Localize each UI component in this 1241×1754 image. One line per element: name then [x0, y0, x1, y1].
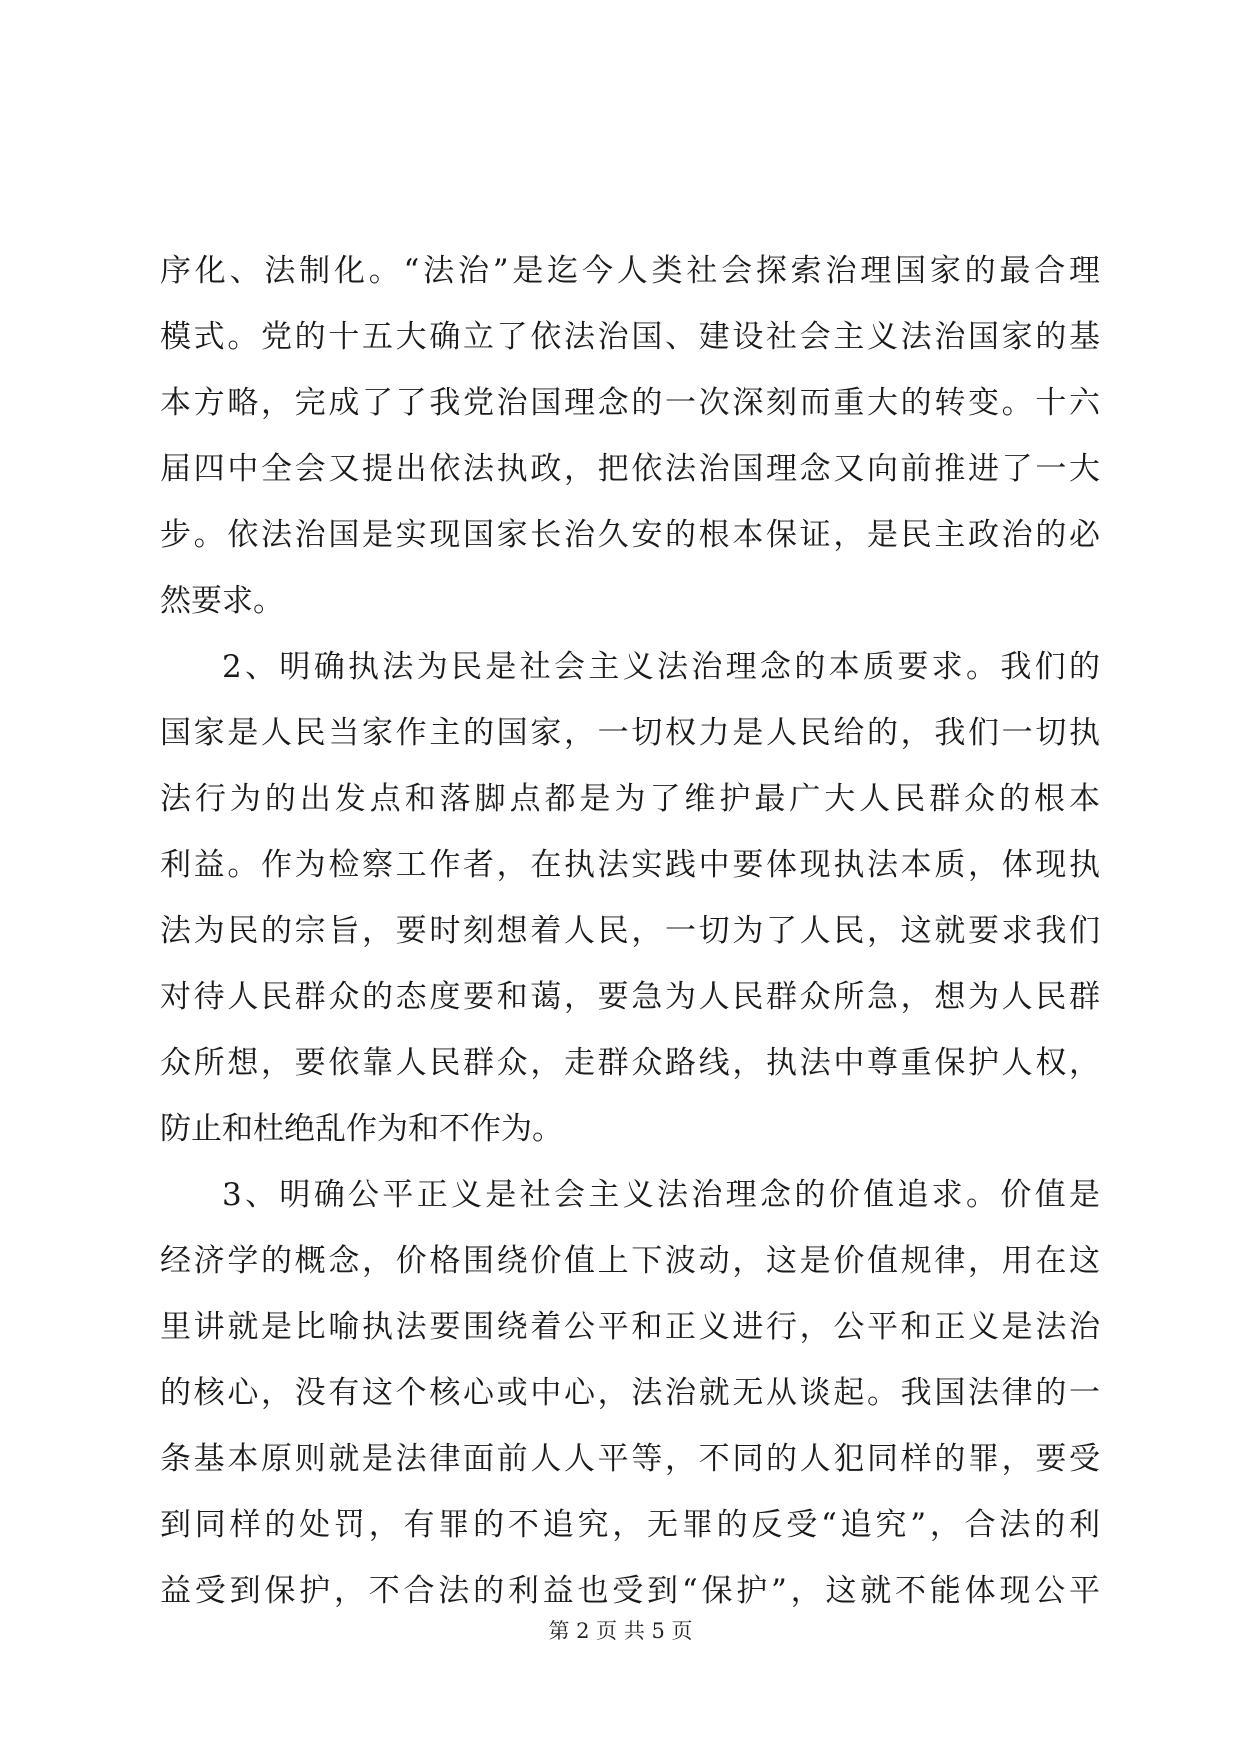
text-line: 对待人民群众的态度要和蔼，要急为人民群众所急，想为人民群	[160, 979, 1100, 1015]
page-number: 第 2 页 共 5 页	[548, 1619, 693, 1643]
text-line: 经济学的概念，价格围绕价值上下波动，这是价值规律，用在这	[160, 1243, 1100, 1279]
text-line: 2、明确执法为民是社会主义法治理念的本质要求。我们的	[222, 649, 1100, 685]
text-line: 法为民的宗旨，要时刻想着人民，一切为了人民，这就要求我们	[160, 913, 1100, 949]
text-line: 法行为的出发点和落脚点都是为了维护最广大人民群众的根本	[160, 781, 1100, 817]
text-line: 的核心，没有这个核心或中心，法治就无从谈起。我国法律的一	[160, 1375, 1100, 1411]
text-line: 届四中全会又提出依法执政，把依法治国理念又向前推进了一大	[160, 451, 1100, 487]
text-line: 国家是人民当家作主的国家，一切权力是人民给的，我们一切执	[160, 715, 1100, 751]
text-line: 益受到保护，不合法的利益也受到“保护”，这就不能体现公平	[160, 1573, 1100, 1609]
text-line: 然要求。	[160, 583, 284, 619]
text-line: 模式。党的十五大确立了依法治国、建设社会主义法治国家的基	[160, 319, 1100, 355]
text-line: 到同样的处罚，有罪的不追究，无罪的反受“追究”，合法的利	[160, 1507, 1100, 1543]
text-line: 利益。作为检察工作者，在执法实践中要体现执法本质，体现执	[160, 847, 1100, 883]
page-footer	[0, 1615, 1241, 1645]
text-line: 3、明确公平正义是社会主义法治理念的价值追求。价值是	[222, 1177, 1100, 1213]
text-line: 序化、法制化。“法治”是迄今人类社会探索治理国家的最合理	[160, 253, 1100, 289]
text-line: 众所想，要依靠人民群众，走群众路线，执法中尊重保护人权，	[160, 1045, 1100, 1081]
text-line: 里讲就是比喻执法要围绕着公平和正义进行，公平和正义是法治	[160, 1309, 1100, 1345]
text-line: 本方略，完成了了我党治国理念的一次深刻而重大的转变。十六	[160, 385, 1100, 421]
text-line: 步。依法治国是实现国家长治久安的根本保证，是民主政治的必	[160, 517, 1100, 553]
text-line: 条基本原则就是法律面前人人平等，不同的人犯同样的罪，要受	[160, 1441, 1100, 1477]
text-line: 防止和杜绝乱作为和不作为。	[160, 1111, 563, 1147]
body-text	[160, 238, 1100, 1624]
